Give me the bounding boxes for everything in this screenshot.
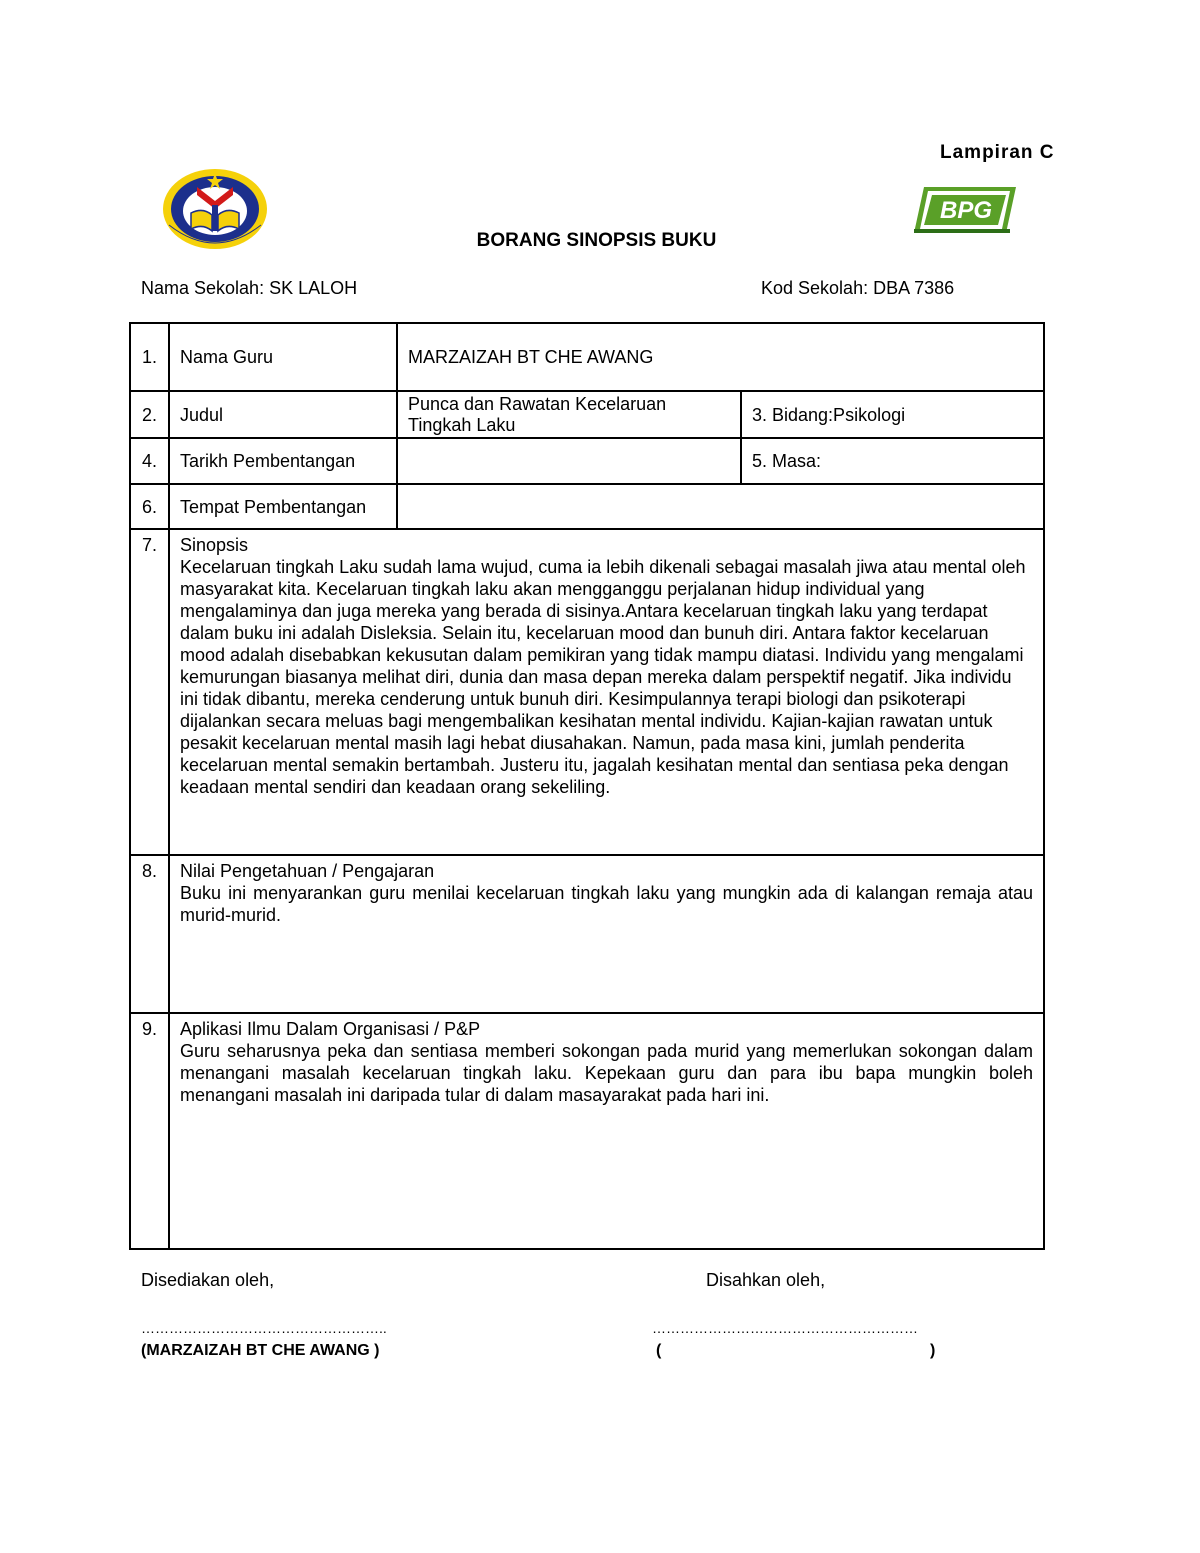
row-number: 9. <box>130 1013 169 1249</box>
row-number: 7. <box>130 529 169 855</box>
nilai-text: Buku ini menyarankan guru menilai kecelaruan tingkah laku yang mungkin ada di kalangan remaja atau murid-murid. <box>180 883 1034 925</box>
row-number: 2. <box>130 391 169 438</box>
approver-open-paren: ( <box>656 1342 662 1359</box>
row-tarikh <box>130 438 1044 484</box>
field-label: Nama Guru <box>169 323 397 391</box>
field-label: Tempat Pembentangan <box>169 484 397 529</box>
row-judul <box>130 391 1044 438</box>
row-number: 6. <box>130 484 169 529</box>
aplikasi-cell[interactable] <box>169 1013 1044 1249</box>
row-sinopsis <box>130 529 1044 855</box>
page-title: BORANG SINOPSIS BUKU <box>476 230 717 251</box>
sinopsis-label: Sinopsis <box>180 535 249 555</box>
judul-value[interactable]: Punca dan Rawatan Kecelaruan Tingkah Laku <box>397 391 741 438</box>
field-label: Tarikh Pembentangan <box>169 438 397 484</box>
row-nilai <box>130 855 1044 1013</box>
masa-field[interactable]: 5. Masa: <box>741 438 1044 484</box>
tempat-value[interactable] <box>397 484 1044 529</box>
aplikasi-text: Guru seharusnya peka dan sentiasa memberi sokongan pada murid yang memerlukan sokongan dalam menangani masalah kecelaruan tingkah laku. Kepekaan guru dan para ibu bapa mungkin boleh menangani masalah ini daripada tular di dalam masayarakat pada hari ini. <box>180 1041 1034 1105</box>
school-code: Kod Sekolah: DBA 7386 <box>761 278 955 298</box>
nama-guru-value[interactable]: MARZAIZAH BT CHE AWANG <box>397 323 1044 391</box>
signature-line-right: ………………………………………………… <box>652 1320 918 1336</box>
tarikh-value[interactable] <box>397 438 741 484</box>
bidang-field[interactable]: 3. Bidang:Psikologi <box>741 391 1044 438</box>
approver-close-paren: ) <box>930 1342 936 1359</box>
row-nama-guru <box>130 323 1044 391</box>
synopsis-form-table <box>129 322 1045 1250</box>
preparer-name: (MARZAIZAH BT CHE AWANG ) <box>141 1342 380 1359</box>
aplikasi-label: Aplikasi Ilmu Dalam Organisasi / P&P <box>180 1019 481 1039</box>
nilai-cell[interactable] <box>169 855 1044 1013</box>
prepared-by-label: Disediakan oleh, <box>141 1270 275 1290</box>
sinopsis-cell[interactable] <box>169 529 1044 855</box>
sinopsis-text: Kecelaruan tingkah Laku sudah lama wujud, cuma ia lebih dikenali sebagai masalah jiwa atau mental oleh masyarakat kita. Kecelaruan tingkah laku akan mengganggu perjalanan hidup individual yang mengalaminya dan juga mereka yang berada di sisinya.Antara kecelaruan tingkah laku yang terdapat dalam buku ini adalah Disleksia. Selain itu, kecelaruan mood dan bunuh diri. Antara faktor kecelaruan mood adalah disebabkan kekusutan dalam pemikiran yang tidak mampu diatasi. Individu yang mengalami kemurungan biasanya melihat diri, dunia dan masa depan mereka dalam perspektif negatif. Jika individu ini tidak dibantu, mereka cenderung untuk bunuh diri. Kesimpulannya terapi biologi dan psikoterapi dijalankan secara meluas bagi mengembalikan kesihatan mental individu. Kajian-kajian rawatan untuk pesakit kecelaruan mental masih lagi hebat diusahakan. Namun, pada masa kini, jumlah penderita kecelaruan mental semakin bertambah. Justeru itu, jagalah kesihatan mental dan sentiasa peka dengan keadaan mental sendiri dan keadaan orang sekeliling. <box>180 557 1026 797</box>
row-aplikasi <box>130 1013 1044 1249</box>
row-tempat <box>130 484 1044 529</box>
field-label: Judul <box>169 391 397 438</box>
school-name: Nama Sekolah: SK LALOH <box>141 278 358 298</box>
signature-line-left: …………………………………………….. <box>141 1320 387 1336</box>
row-number: 1. <box>130 323 169 391</box>
bpg-logo <box>910 183 1020 237</box>
bpg-logo-text: BPG <box>939 197 993 224</box>
row-number: 8. <box>130 855 169 1013</box>
lampiran-label: Lampiran C <box>940 142 1055 163</box>
row-number: 4. <box>130 438 169 484</box>
approved-by-label: Disahkan oleh, <box>706 1270 826 1290</box>
nilai-label: Nilai Pengetahuan / Pengajaran <box>180 861 435 881</box>
